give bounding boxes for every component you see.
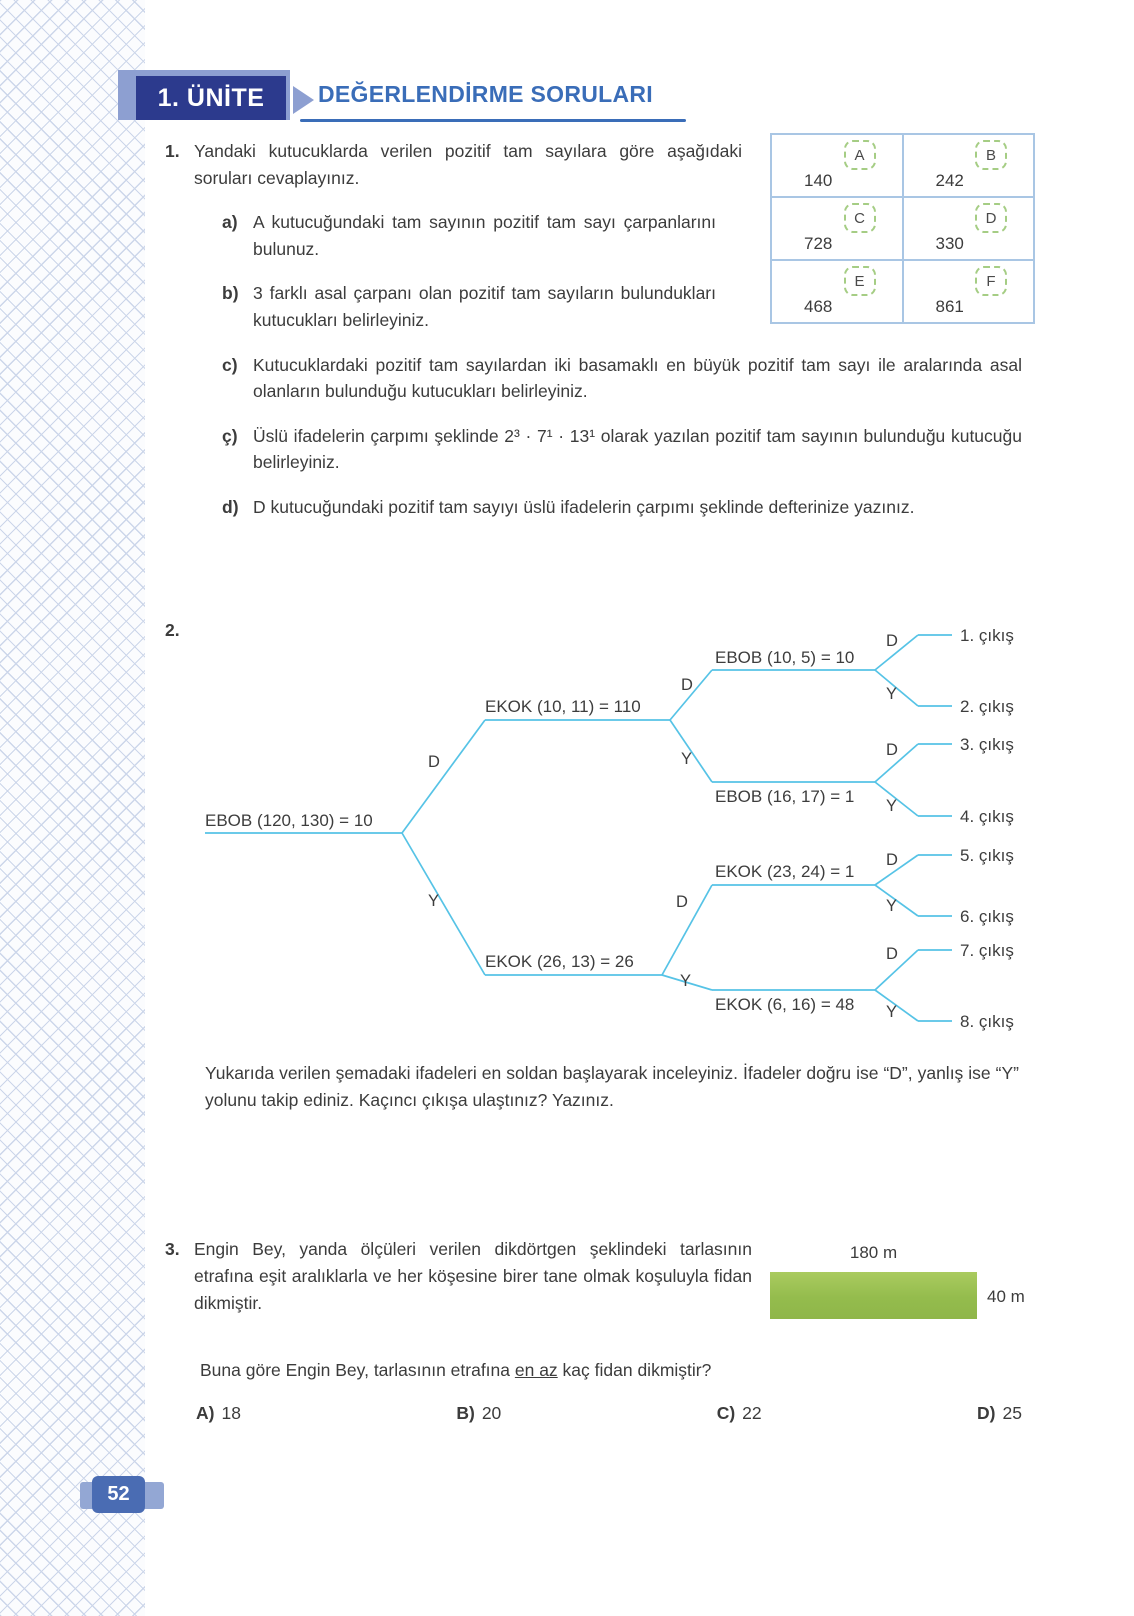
branch-label-y-exit8: Y <box>886 1003 898 1021</box>
option-label: D) <box>977 1403 996 1423</box>
decision-tree-svg <box>170 612 1070 1052</box>
tree-exit-2: 2. çıkış <box>960 697 1014 716</box>
branch-label-y-exit6: Y <box>886 897 898 915</box>
box-value: 242 <box>935 171 964 190</box>
box-value: 728 <box>804 234 833 253</box>
tree-node-tb: EBOB (16, 17) = 1 <box>715 787 855 806</box>
item-text: Kutucuklardaki pozitif tam sayılardan iki basamaklı en büyük pozitif tam sayı ile aralarında asal olanların bulunduğu kutucukları belirleyiniz. <box>253 354 1022 402</box>
branch-label-y-2: Y <box>681 750 693 768</box>
question-1-number: 1. <box>165 141 180 161</box>
item-text: 3 farklı asal çarpanı olan pozitif tam sayıların bulundukları kutucukları belirleyiniz. <box>253 283 716 330</box>
tree-node-bottom: EKOK (26, 13) = 26 <box>485 952 634 971</box>
box-letter-badge: E <box>844 266 876 296</box>
question-1-item-d <box>222 494 1022 521</box>
tree-node-tt: EBOB (10, 5) = 10 <box>715 648 855 667</box>
box-letter-badge: A <box>844 140 876 170</box>
question-3-text: Engin Bey, yanda ölçüleri verilen dikdörtgen şeklindeki tarlasının etrafına eşit aralıklarla ve her köşesine birer tane olmak koşuluyla fidan dikmiştir. <box>194 1239 752 1314</box>
item-text: D kutucuğundaki pozitif tam sayıyı üslü ifadelerin çarpımı şeklinde defterinize yazınız. <box>253 496 915 517</box>
branch-label-d-2: D <box>681 676 693 694</box>
branch-label-d-exit7: D <box>886 945 898 963</box>
number-boxes-table <box>770 133 1035 324</box>
question-1-intro: Yandaki kutucuklarda verilen pozitif tam sayılara göre aşağıdaki soruları cevaplayınız. <box>194 141 742 188</box>
tree-exit-5: 5. çıkış <box>960 846 1014 865</box>
question-2-number: 2. <box>165 620 180 640</box>
option-b <box>456 1403 501 1424</box>
table-cell-e <box>771 260 903 323</box>
item-text: Üslü ifadelerin çarpımı şeklinde 2³ · 7¹ · 13¹ olarak yazılan pozitif tam sayının bulunduğu kutucuğu belirleyiniz. <box>253 425 1022 473</box>
tree-exit-3: 3. çıkış <box>960 735 1014 754</box>
item-label: ç) <box>222 425 238 446</box>
branch-label-y-3: Y <box>680 972 692 990</box>
box-value: 140 <box>804 171 833 190</box>
option-label: A) <box>196 1403 215 1423</box>
branch-label-y-1: Y <box>428 892 440 910</box>
box-letter-badge: D <box>975 203 1007 233</box>
branch-label-d-exit3: D <box>886 741 898 759</box>
option-value: 18 <box>221 1403 241 1423</box>
tree-exit-6: 6. çıkış <box>960 907 1014 926</box>
item-label: a) <box>222 212 238 233</box>
field-width-label: 180 m <box>849 1243 898 1262</box>
tree-exit-1: 1. çıkış <box>960 626 1014 645</box>
option-label: C) <box>716 1403 736 1423</box>
page-number-badge: 52 <box>92 1476 145 1513</box>
tree-node-bb: EKOK (6, 16) = 48 <box>715 995 855 1014</box>
field-rectangle-image <box>770 1272 977 1319</box>
header-ribbon-icon <box>293 86 314 114</box>
box-value: 330 <box>935 234 964 253</box>
question-2-instruction: Yukarıda verilen şemadaki ifadeleri en soldan başlayarak inceleyiniz. İfadeler doğru ise “D”, yanlış ise “Y” yolunu takip ediniz. Kaçıncı çıkışa ulaştınız? Yazınız. <box>205 1063 1019 1111</box>
prompt-prefix: Buna göre Engin Bey, tarlasının etrafına <box>200 1360 515 1380</box>
question-3-number: 3. <box>165 1239 180 1259</box>
tree-exit-4: 4. çıkış <box>960 807 1014 826</box>
branch-label-d-exit5: D <box>886 851 898 869</box>
decision-tree-diagram <box>170 612 1070 1052</box>
option-value: 25 <box>1002 1403 1022 1423</box>
question-1-item-c-cedilla <box>222 423 1022 476</box>
crosshatch-margin-pattern <box>0 0 145 1616</box>
box-letter-badge: C <box>844 203 876 233</box>
branch-label-d-exit1: D <box>886 632 898 650</box>
box-letter-badge: B <box>975 140 1007 170</box>
answer-options <box>196 1403 1022 1424</box>
option-label: B) <box>456 1403 475 1423</box>
page-title: DEĞERLENDİRME SORULARI <box>318 81 654 107</box>
tree-exit-7: 7. çıkış <box>960 941 1014 960</box>
box-value: 468 <box>804 297 833 316</box>
item-label: c) <box>222 354 238 375</box>
question-1-item-c <box>222 352 1022 405</box>
header-underline <box>300 119 686 122</box>
branch-label-d-3: D <box>676 893 688 911</box>
item-label: b) <box>222 283 239 304</box>
table-cell-d <box>903 197 1035 260</box>
branch-label-y-exit2: Y <box>886 685 898 703</box>
box-letter-badge: F <box>975 266 1007 296</box>
tree-node-bt: EKOK (23, 24) = 1 <box>715 862 855 881</box>
option-d <box>977 1403 1022 1424</box>
tree-node-top: EKOK (10, 11) = 110 <box>485 697 641 716</box>
prompt-underlined: en az <box>514 1360 558 1380</box>
branch-label-d-1: D <box>428 753 440 771</box>
box-value: 861 <box>935 297 964 316</box>
table-cell-b <box>903 134 1035 197</box>
table-cell-a <box>771 134 903 197</box>
question-3-prompt <box>200 1360 711 1381</box>
prompt-suffix: kaç fidan dikmiştir? <box>557 1360 712 1380</box>
field-height-label: 40 m <box>987 1287 1025 1306</box>
branch-label-y-exit4: Y <box>886 797 898 815</box>
option-value: 22 <box>742 1403 762 1423</box>
table-cell-f <box>903 260 1035 323</box>
tree-exit-8: 8. çıkış <box>960 1012 1014 1031</box>
option-a <box>196 1403 241 1424</box>
unit-badge: 1. ÜNİTE <box>136 76 286 120</box>
item-label: d) <box>222 496 239 517</box>
table-cell-c <box>771 197 903 260</box>
item-text: A kutucuğundaki tam sayının pozitif tam sayı çarpanlarını bulunuz. <box>253 212 716 259</box>
tree-root-label: EBOB (120, 130) = 10 <box>205 811 373 830</box>
option-value: 20 <box>481 1403 502 1423</box>
option-c <box>717 1403 762 1424</box>
